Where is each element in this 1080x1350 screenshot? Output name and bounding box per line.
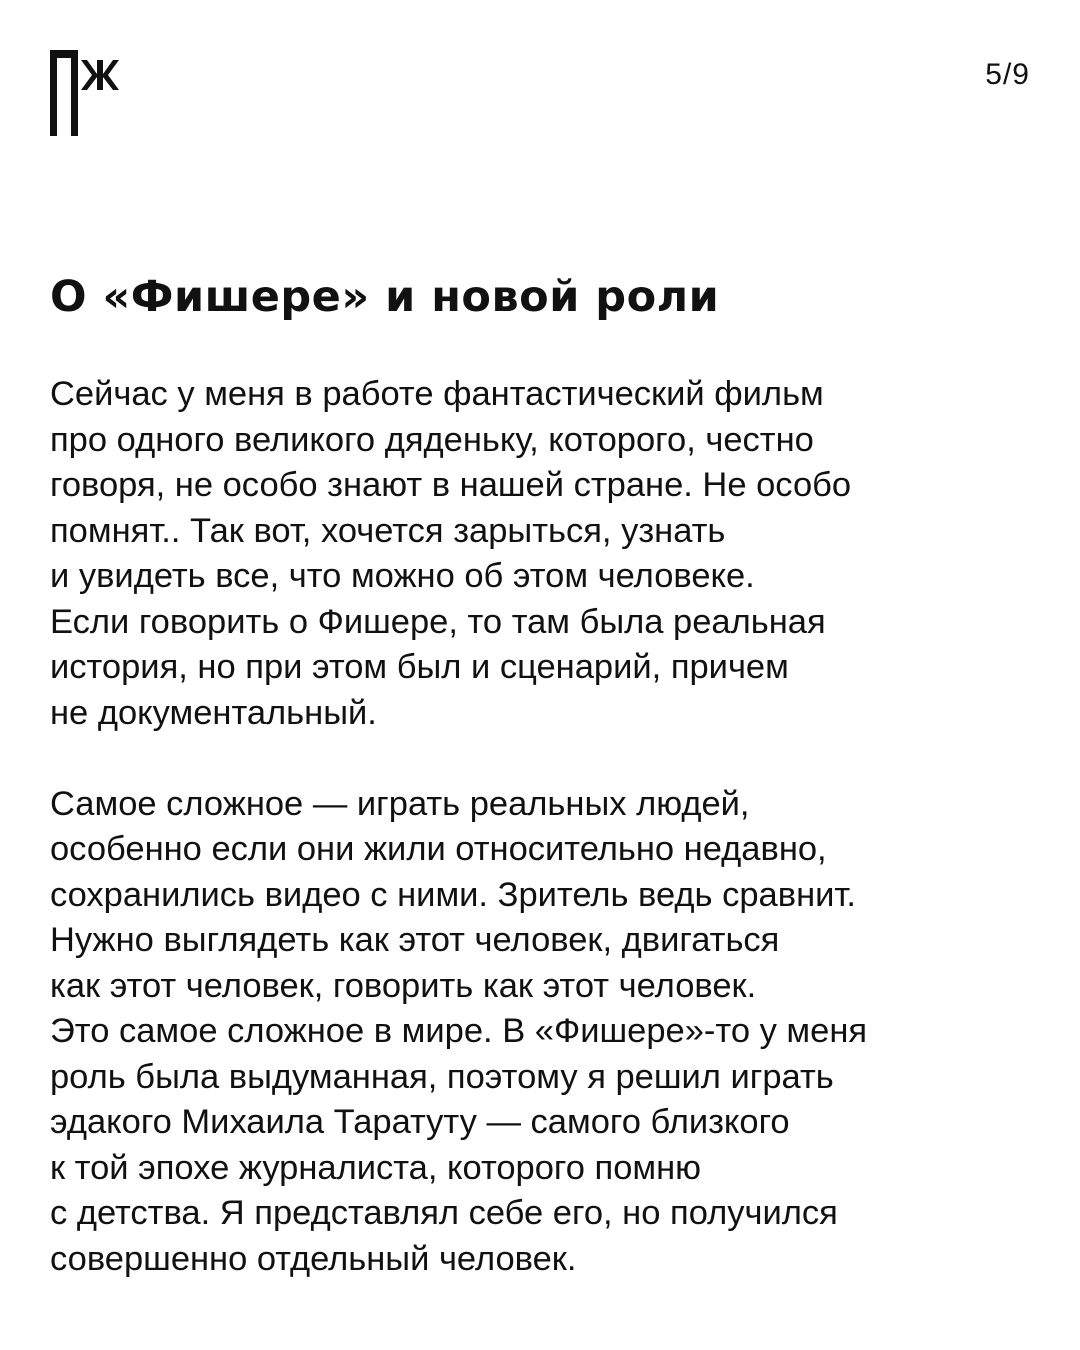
logo-text — [140, 50, 141, 51]
text-line: история, но при этом был и сценарий, причем — [50, 648, 789, 686]
text-line: про одного великого дяденьку, которого, честно — [50, 420, 814, 459]
paragraph — [50, 372, 1040, 736]
page-counter: 5/9 — [985, 58, 1030, 91]
text-line: с детства. Я представлял себе его, но получился — [50, 1194, 838, 1232]
logo-mark-icon — [50, 50, 140, 136]
article-body — [50, 372, 1040, 1282]
text-line: к той эпохе журналиста, которого помню — [50, 1148, 702, 1187]
text-line: говоря, не особо знают в нашей стране. Не особо — [50, 466, 852, 504]
brand-logo — [50, 50, 140, 136]
text-line: эдакого Михаила Таратуту — самого близкого — [50, 1103, 790, 1141]
article-title: О «Фишере» и новой роли — [50, 272, 720, 322]
text-line: Нужно выглядеть как этот человек, двигаться — [50, 921, 780, 959]
text-line: совершенно отдельный человек. — [50, 1239, 577, 1278]
text-line: роль была выдуманная, поэтому я решил играть — [50, 1057, 834, 1096]
text-line: не документальный. — [50, 693, 377, 732]
paragraph — [50, 782, 1040, 1283]
text-line: и увидеть все, что можно об этом человеке. — [50, 557, 755, 595]
text-line: Это самое сложное в мире. В «Фишере»-то у меня — [50, 1012, 868, 1050]
text-line: Самое сложное — играть реальных людей, — [50, 784, 750, 823]
text-line: сохранились видео с ними. Зритель ведь сравнит. — [50, 875, 856, 914]
text-line: Если говорить о Фишере, то там была реальная — [50, 602, 826, 641]
text-line: помнят.. Так вот, хочется зарыться, узнать — [50, 511, 726, 550]
text-line: Сейчас у меня в работе фантастический фильм — [50, 375, 824, 413]
text-line: как этот человек, говорить как этот человек. — [50, 966, 757, 1005]
text-line: особенно если они жили относительно недавно, — [50, 830, 827, 868]
